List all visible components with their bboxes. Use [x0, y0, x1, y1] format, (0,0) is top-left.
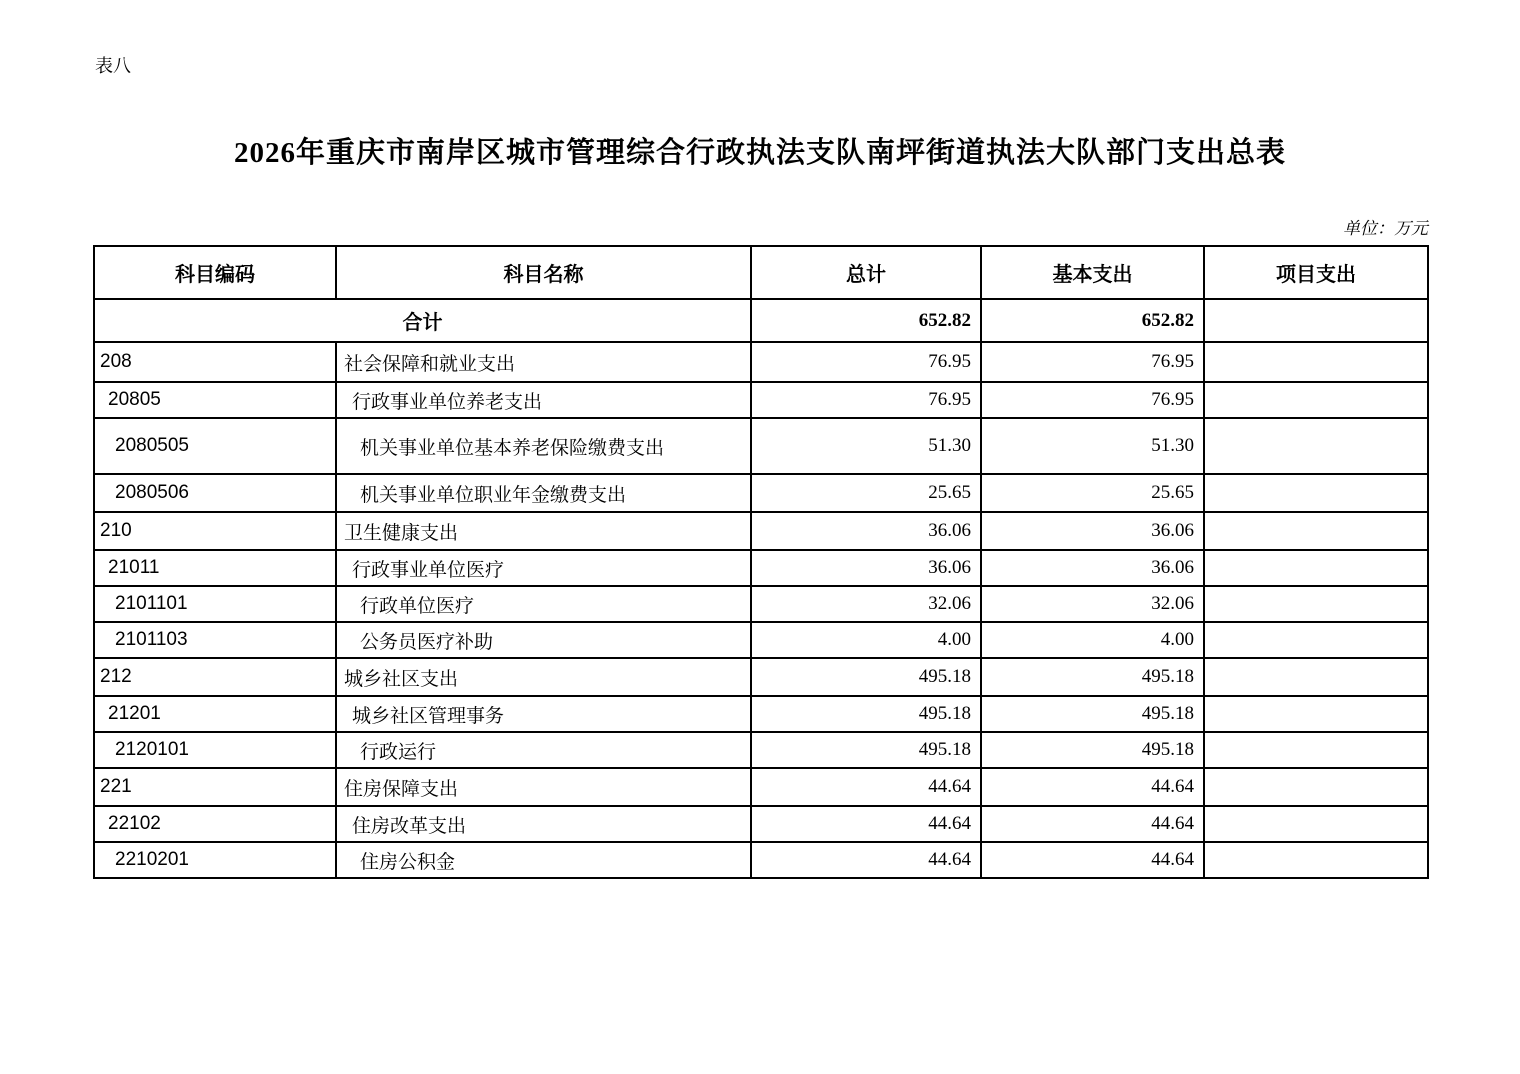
table-body	[94, 299, 1428, 878]
table-row	[94, 342, 1428, 382]
table-header	[94, 246, 1428, 299]
cell-code: 21201	[94, 696, 336, 732]
cell-name: 城乡社区管理事务	[336, 696, 751, 732]
cell-project	[1204, 622, 1428, 658]
cell-total: 36.06	[751, 550, 981, 586]
cell-basic: 25.65	[981, 474, 1204, 512]
table-row	[94, 418, 1428, 474]
cell-basic: 36.06	[981, 550, 1204, 586]
cell-total: 32.06	[751, 586, 981, 622]
cell-basic: 76.95	[981, 342, 1204, 382]
cell-name: 公务员医疗补助	[336, 622, 751, 658]
unit-label: 单位：万元	[1343, 219, 1428, 238]
cell-total: 76.95	[751, 342, 981, 382]
column-header-project: 项目支出	[1204, 246, 1428, 299]
header-row	[94, 246, 1428, 299]
cell-basic: 76.95	[981, 382, 1204, 418]
cell-code: 22102	[94, 806, 336, 842]
cell-name: 行政运行	[336, 732, 751, 768]
cell-total: 44.64	[751, 842, 981, 878]
cell-code: 2101103	[94, 622, 336, 658]
cell-total: 495.18	[751, 658, 981, 696]
cell-code: 212	[94, 658, 336, 696]
column-header-name: 科目名称	[336, 246, 751, 299]
cell-code: 21011	[94, 550, 336, 586]
cell-total: 51.30	[751, 418, 981, 474]
table-row	[94, 512, 1428, 550]
cell-code: 2101101	[94, 586, 336, 622]
cell-basic: 36.06	[981, 512, 1204, 550]
cell-total: 44.64	[751, 768, 981, 806]
cell-project	[1204, 732, 1428, 768]
cell-name: 住房保障支出	[336, 768, 751, 806]
cell-basic: 44.64	[981, 806, 1204, 842]
cell-project	[1204, 418, 1428, 474]
table-row	[94, 586, 1428, 622]
cell-basic: 32.06	[981, 586, 1204, 622]
cell-project	[1204, 658, 1428, 696]
column-header-code: 科目编码	[94, 246, 336, 299]
table-row	[94, 768, 1428, 806]
cell-name: 卫生健康支出	[336, 512, 751, 550]
grand-total-basic: 652.82	[981, 299, 1204, 342]
grand-total-row	[94, 299, 1428, 342]
cell-name: 住房改革支出	[336, 806, 751, 842]
cell-code: 2080505	[94, 418, 336, 474]
cell-name: 机关事业单位基本养老保险缴费支出	[336, 418, 751, 474]
cell-project	[1204, 696, 1428, 732]
cell-project	[1204, 382, 1428, 418]
cell-project	[1204, 806, 1428, 842]
grand-total-total: 652.82	[751, 299, 981, 342]
table-row	[94, 622, 1428, 658]
table-row	[94, 382, 1428, 418]
cell-code: 221	[94, 768, 336, 806]
cell-project	[1204, 512, 1428, 550]
expenditure-table	[93, 245, 1429, 879]
cell-project	[1204, 842, 1428, 878]
cell-total: 4.00	[751, 622, 981, 658]
cell-code: 210	[94, 512, 336, 550]
cell-name: 行政单位医疗	[336, 586, 751, 622]
cell-code: 208	[94, 342, 336, 382]
cell-basic: 44.64	[981, 842, 1204, 878]
cell-basic: 495.18	[981, 732, 1204, 768]
cell-project	[1204, 586, 1428, 622]
column-header-basic: 基本支出	[981, 246, 1204, 299]
cell-basic: 495.18	[981, 658, 1204, 696]
cell-total: 25.65	[751, 474, 981, 512]
grand-total-project	[1204, 299, 1428, 342]
page-title: 2026年重庆市南岸区城市管理综合行政执法支队南坪街道执法大队部门支出总表	[233, 137, 1286, 169]
table-row	[94, 658, 1428, 696]
cell-name: 行政事业单位医疗	[336, 550, 751, 586]
cell-basic: 51.30	[981, 418, 1204, 474]
table-row	[94, 806, 1428, 842]
cell-name: 行政事业单位养老支出	[336, 382, 751, 418]
cell-name: 机关事业单位职业年金缴费支出	[336, 474, 751, 512]
cell-project	[1204, 550, 1428, 586]
column-header-total: 总计	[751, 246, 981, 299]
cell-total: 495.18	[751, 732, 981, 768]
table-row	[94, 696, 1428, 732]
cell-total: 76.95	[751, 382, 981, 418]
grand-total-label: 合计	[94, 299, 751, 342]
table-row	[94, 732, 1428, 768]
cell-project	[1204, 474, 1428, 512]
cell-total: 44.64	[751, 806, 981, 842]
cell-name: 住房公积金	[336, 842, 751, 878]
table-number-label: 表八	[95, 56, 131, 76]
cell-code: 2210201	[94, 842, 336, 878]
cell-total: 495.18	[751, 696, 981, 732]
table-row	[94, 842, 1428, 878]
cell-basic: 44.64	[981, 768, 1204, 806]
cell-basic: 4.00	[981, 622, 1204, 658]
cell-code: 2120101	[94, 732, 336, 768]
cell-project	[1204, 342, 1428, 382]
table-row	[94, 550, 1428, 586]
cell-code: 2080506	[94, 474, 336, 512]
cell-basic: 495.18	[981, 696, 1204, 732]
cell-project	[1204, 768, 1428, 806]
cell-name: 社会保障和就业支出	[336, 342, 751, 382]
table-row	[94, 474, 1428, 512]
cell-total: 36.06	[751, 512, 981, 550]
cell-code: 20805	[94, 382, 336, 418]
cell-name: 城乡社区支出	[336, 658, 751, 696]
